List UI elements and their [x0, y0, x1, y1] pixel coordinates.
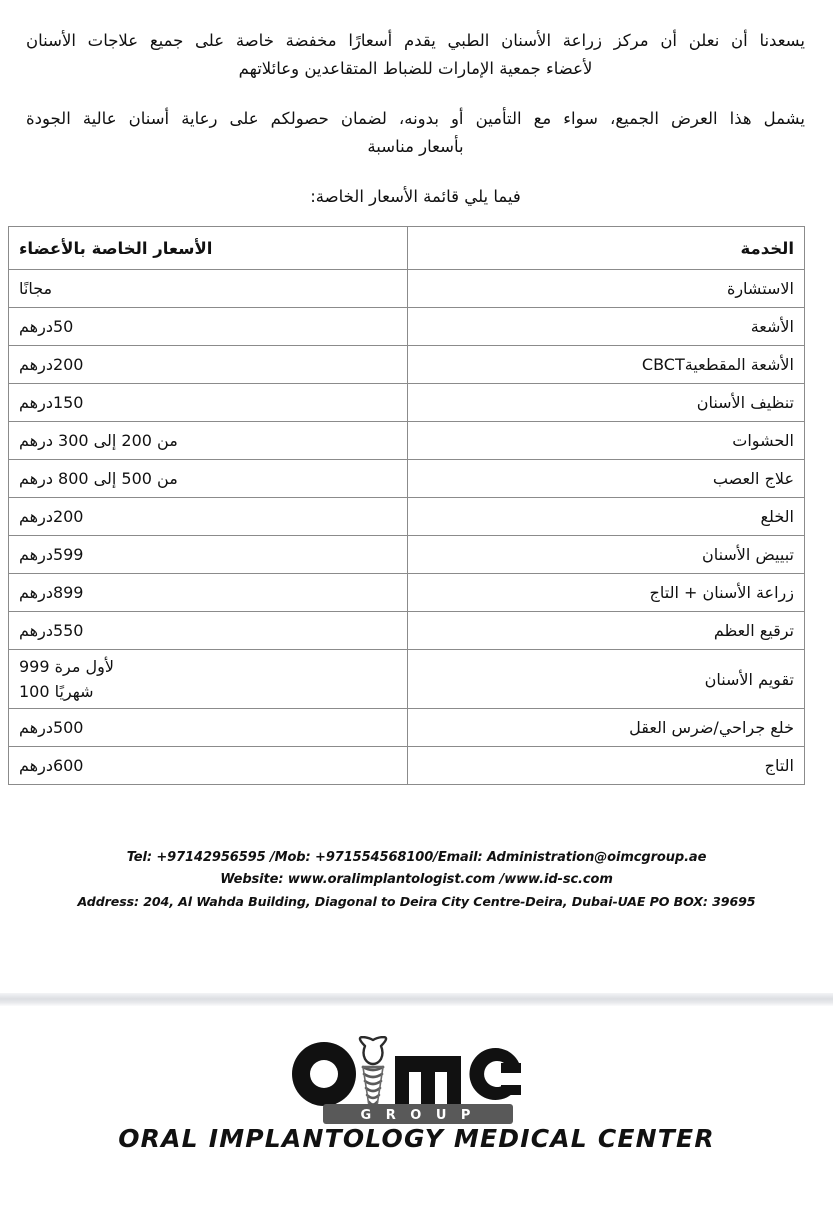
- intro-line: فيما يلي قائمة الأسعار الخاصة:: [310, 187, 521, 206]
- service-cell: الأشعة: [408, 308, 805, 346]
- price-cell: 899درهم: [9, 574, 408, 612]
- price-cell: من 200 إلى 300 درهم: [9, 422, 408, 460]
- table-row: [9, 460, 805, 498]
- price-line: شهريًا 100: [19, 682, 94, 701]
- service-cell: تقويم الأسنان: [408, 650, 805, 709]
- intro-line: يشمل هذا العرض الجميع، سواء مع التأمين أو بدونه، لضمان حصولكم على رعاية أسنان عالية الجودة: [26, 109, 805, 128]
- table-row: [9, 574, 805, 612]
- table-row: [9, 308, 805, 346]
- column-header-service: الخدمة: [408, 227, 805, 270]
- table-row: [9, 422, 805, 460]
- logo-letter-c: [469, 1048, 521, 1100]
- service-cell: ترقيع العظم: [408, 612, 805, 650]
- price-table: [8, 226, 805, 785]
- price-table-head: [9, 227, 805, 270]
- price-cell: 200درهم: [9, 498, 408, 536]
- logo-group-banner: [323, 1104, 513, 1124]
- intro-paragraph-lead-in: [0, 161, 833, 211]
- price-cell: من 500 إلى 800 درهم: [9, 460, 408, 498]
- price-cell: 50درهم: [9, 308, 408, 346]
- logo-letter-m: [395, 1056, 461, 1106]
- intro-paragraph-coverage: [0, 83, 833, 161]
- table-row: [9, 612, 805, 650]
- price-cell: 500درهم: [9, 709, 408, 747]
- service-cell: تبييض الأسنان: [408, 536, 805, 574]
- table-row: [9, 346, 805, 384]
- intro-line: لأعضاء جمعية الإمارات للضباط المتقاعدين وعائلاتهم: [238, 59, 593, 78]
- table-row: [9, 709, 805, 747]
- intro-paragraph-announcement: [0, 0, 833, 83]
- brand-full-name: ORAL IMPLANTOLOGY MEDICAL CENTER: [118, 1124, 715, 1153]
- price-cell: 599درهم: [9, 536, 408, 574]
- table-row: [9, 384, 805, 422]
- service-cell: تنظيف الأسنان: [408, 384, 805, 422]
- logo-letter-o: [292, 1042, 356, 1106]
- service-cell: علاج العصب: [408, 460, 805, 498]
- table-row: [9, 498, 805, 536]
- contact-address-line: Address: 204, Al Wahda Building, Diagonal to Deira City Centre-Deira, Dubai-UAE PO BOX: 39695: [77, 894, 756, 909]
- table-row: [9, 650, 805, 709]
- dental-implant-icon: [359, 1037, 385, 1106]
- service-cell: زراعة الأسنان + التاج: [408, 574, 805, 612]
- brand-section: [0, 1006, 833, 1206]
- table-row: [9, 747, 805, 785]
- service-cell: الاستشارة: [408, 270, 805, 308]
- service-cell: الأشعة المقطعيةCBCT: [408, 346, 805, 384]
- price-cell: 150درهم: [9, 384, 408, 422]
- price-cell: [9, 650, 408, 709]
- service-cell: التاج: [408, 747, 805, 785]
- logo-group-banner-text: G R O U P: [360, 1108, 475, 1123]
- contact-footer: [0, 847, 833, 913]
- oimc-logo: [287, 1036, 547, 1128]
- price-table-wrapper: [9, 226, 805, 785]
- contact-website-line: Website: www.oralimplantologist.com /www.id-sc.com: [220, 872, 613, 887]
- price-cell: 600درهم: [9, 747, 408, 785]
- service-cell: الحشوات: [408, 422, 805, 460]
- price-cell: 550درهم: [9, 612, 408, 650]
- price-line: لأول مرة 999: [19, 657, 114, 676]
- intro-line: بأسعار مناسبة: [367, 137, 464, 156]
- service-cell: الخلع: [408, 498, 805, 536]
- table-row: [9, 536, 805, 574]
- intro-line: يسعدنا أن نعلن أن مركز زراعة الأسنان الطبي يقدم أسعارًا مخفضة خاصة على جميع علاجات الأسنان: [26, 31, 805, 50]
- table-row: [9, 270, 805, 308]
- column-header-price: الأسعار الخاصة بالأعضاء: [9, 227, 408, 270]
- price-table-body: [9, 270, 805, 785]
- section-divider: [0, 993, 833, 1006]
- price-cell: مجانًا: [9, 270, 408, 308]
- service-cell: خلع جراحي/ضرس العقل: [408, 709, 805, 747]
- contact-telephone-line: Tel: +97142956595 /Mob: +971554568100/Email: Administration@oimcgroup.ae: [126, 850, 707, 865]
- price-cell: 200درهم: [9, 346, 408, 384]
- table-header-row: [9, 227, 805, 270]
